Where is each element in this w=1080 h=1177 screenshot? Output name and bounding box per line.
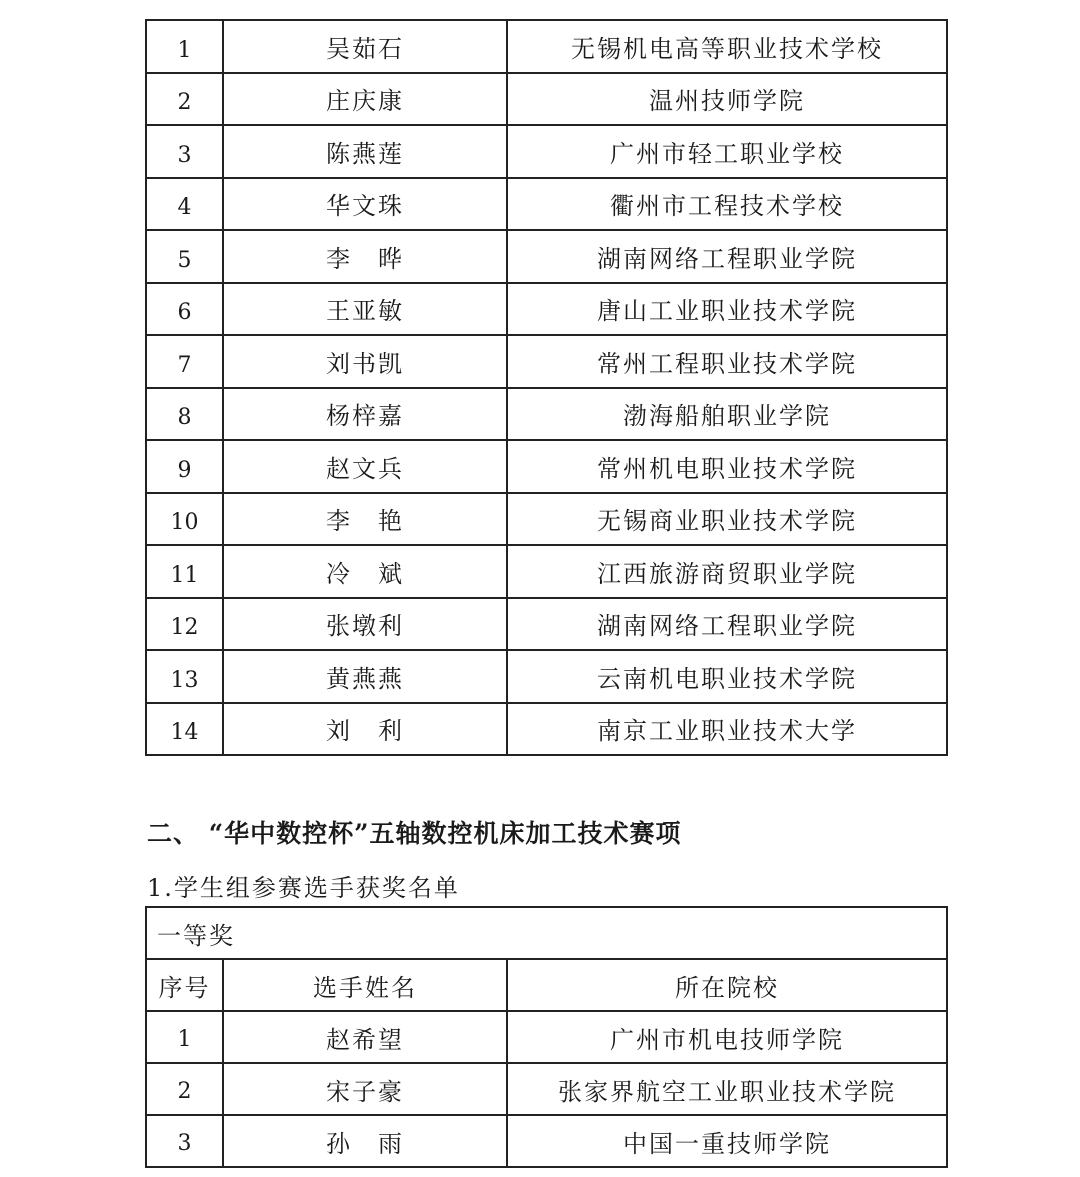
award-table-first-prize [145, 906, 948, 1168]
table-row [146, 650, 947, 703]
school-name: 渤海船舶职业学院 [507, 388, 947, 441]
contestant-name: 李 晔 [223, 230, 507, 283]
table-row [146, 125, 947, 178]
school-name: 无锡商业职业技术学院 [507, 493, 947, 546]
award-level: 一等奖 [146, 907, 947, 959]
school-name: 广州市机电技师学院 [507, 1011, 947, 1063]
table-row [146, 703, 947, 756]
contestant-name: 冷 斌 [223, 545, 507, 598]
row-number: 14 [146, 703, 223, 756]
row-number: 3 [146, 1115, 223, 1167]
school-name: 衢州市工程技术学校 [507, 178, 947, 231]
table-row [146, 1011, 947, 1063]
table-row [146, 73, 947, 126]
contestant-name: 黄燕燕 [223, 650, 507, 703]
row-number: 12 [146, 598, 223, 651]
contestant-name: 赵文兵 [223, 440, 507, 493]
table-row [146, 545, 947, 598]
table-row [146, 335, 947, 388]
contestant-name: 孙 雨 [223, 1115, 507, 1167]
table-row [146, 1115, 947, 1167]
school-name: 广州市轻工职业学校 [507, 125, 947, 178]
school-name: 唐山工业职业技术学院 [507, 283, 947, 336]
table-row [146, 178, 947, 231]
table-row [146, 493, 947, 546]
contestant-name: 华文珠 [223, 178, 507, 231]
contestant-name: 王亚敏 [223, 283, 507, 336]
contestant-name: 张墩利 [223, 598, 507, 651]
contestant-name: 李 艳 [223, 493, 507, 546]
row-number: 11 [146, 545, 223, 598]
row-number: 1 [146, 20, 223, 73]
table-row [146, 388, 947, 441]
row-number: 2 [146, 73, 223, 126]
row-number: 4 [146, 178, 223, 231]
school-name: 江西旅游商贸职业学院 [507, 545, 947, 598]
school-name: 无锡机电高等职业技术学校 [507, 20, 947, 73]
contestant-name: 宋子豪 [223, 1063, 507, 1115]
table-header-row [146, 959, 947, 1011]
row-number: 2 [146, 1063, 223, 1115]
row-number: 8 [146, 388, 223, 441]
row-number: 6 [146, 283, 223, 336]
section-heading: 二、 “华中数控杯”五轴数控机床加工技术赛项 [147, 819, 682, 848]
award-table-previous [145, 19, 948, 756]
table-body [146, 20, 947, 755]
header-name: 选手姓名 [223, 959, 507, 1011]
row-number: 9 [146, 440, 223, 493]
table-row [146, 283, 947, 336]
contestant-name: 刘书凯 [223, 335, 507, 388]
school-name: 云南机电职业技术学院 [507, 650, 947, 703]
award-level-row [146, 907, 947, 959]
table-row [146, 598, 947, 651]
header-school: 所在院校 [507, 959, 947, 1011]
table-row [146, 20, 947, 73]
header-number: 序号 [146, 959, 223, 1011]
contestant-name: 吴茹石 [223, 20, 507, 73]
school-name: 湖南网络工程职业学院 [507, 598, 947, 651]
school-name: 常州机电职业技术学院 [507, 440, 947, 493]
school-name: 中国一重技师学院 [507, 1115, 947, 1167]
table-row [146, 1063, 947, 1115]
row-number: 1 [146, 1011, 223, 1063]
contestant-name: 刘 利 [223, 703, 507, 756]
contestant-name: 赵希望 [223, 1011, 507, 1063]
row-number: 3 [146, 125, 223, 178]
table-body [146, 907, 947, 1167]
row-number: 7 [146, 335, 223, 388]
contestant-name: 陈燕莲 [223, 125, 507, 178]
school-name: 南京工业职业技术大学 [507, 703, 947, 756]
row-number: 10 [146, 493, 223, 546]
contestant-name: 杨梓嘉 [223, 388, 507, 441]
table-row [146, 440, 947, 493]
row-number: 13 [146, 650, 223, 703]
school-name: 张家界航空工业职业技术学院 [507, 1063, 947, 1115]
school-name: 常州工程职业技术学院 [507, 335, 947, 388]
row-number: 5 [146, 230, 223, 283]
contestant-name: 庄庆康 [223, 73, 507, 126]
table-row [146, 230, 947, 283]
section-subheading: 1.学生组参赛选手获奖名单 [147, 874, 460, 902]
school-name: 湖南网络工程职业学院 [507, 230, 947, 283]
school-name: 温州技师学院 [507, 73, 947, 126]
